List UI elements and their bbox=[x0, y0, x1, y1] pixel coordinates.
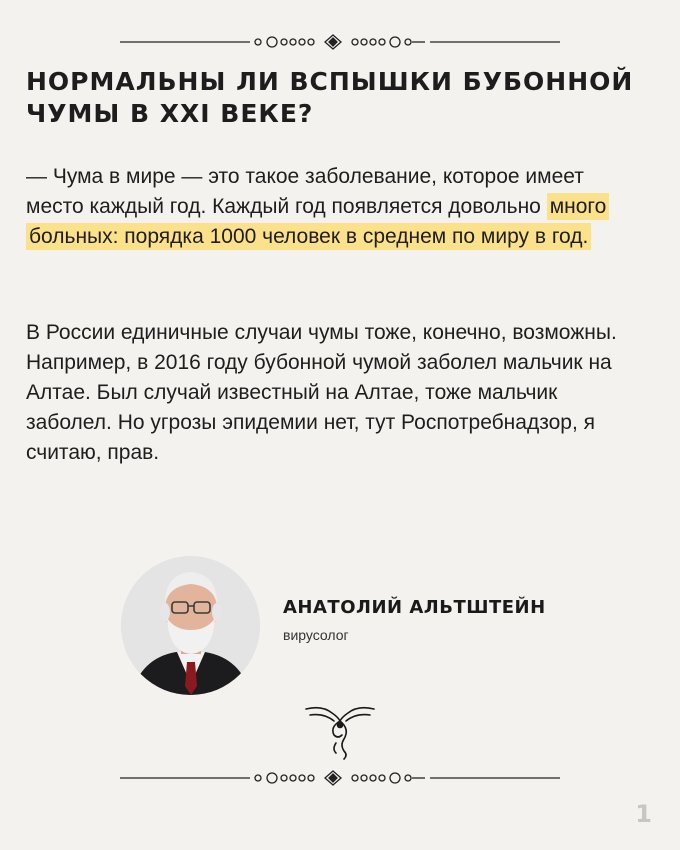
quote-paragraph-2: В России единичные случаи чумы тоже, конечно, возможны. Например, в 2016 году бубонной чумой заболел мальчик на Алтае. Был случай известный на Алтае, тоже мальчик заболел. Но угрозы эпидемии нет, тут Роспотребнадзор, я считаю, прав. bbox=[26, 321, 617, 464]
top-ornament-divider-icon bbox=[120, 32, 560, 52]
quote-paragraph-1 bbox=[26, 162, 646, 252]
quote-highlight: много больных: порядка 1000 человек в среднем по миру в год. bbox=[26, 193, 609, 250]
bottom-ornament-divider-icon bbox=[120, 768, 560, 788]
headline: НОРМАЛЬНЫ ЛИ ВСПЫШКИ БУБОННОЙ ЧУМЫ В XXI ВЕКЕ? bbox=[26, 67, 634, 128]
author-avatar bbox=[121, 556, 260, 695]
author-name: АНАТОЛИЙ АЛЬТШТЕЙН bbox=[283, 597, 546, 618]
page-number: 1 bbox=[635, 800, 652, 828]
author-role: вирусолог bbox=[283, 627, 349, 643]
flourish-icon bbox=[300, 703, 380, 761]
quote-text: — Чума в мире — это такое заболевание, которое имеет место каждый год. Каждый год появляется довольно bbox=[26, 165, 584, 218]
